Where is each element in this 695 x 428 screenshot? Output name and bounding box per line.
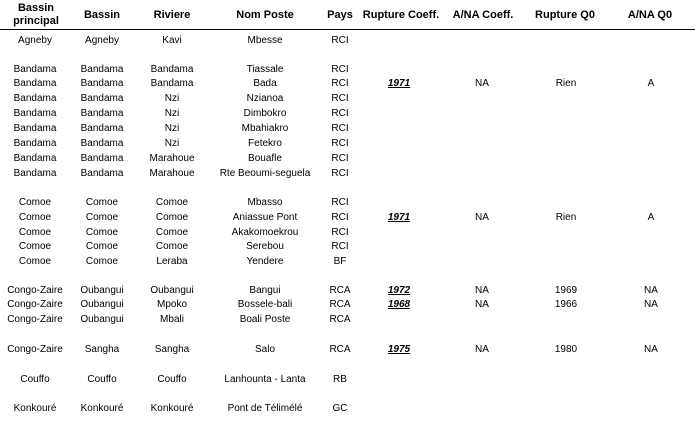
- cell-bassin: Konkouré: [80, 403, 124, 414]
- cell-riviere: Marahoue: [149, 153, 195, 164]
- cell-bassin: Bandama: [80, 153, 124, 164]
- cell-pays: RCI: [331, 123, 349, 134]
- cell-bassin: Sangha: [84, 344, 120, 355]
- cell-bassin-principal: Bandama: [13, 64, 57, 75]
- cell-nom-poste: Rte Beoumi-seguela: [219, 168, 311, 179]
- cell-nom-poste: Mbahiakro: [241, 123, 289, 134]
- cell-bassin-principal: Comoe: [18, 241, 52, 252]
- cell-bassin-principal: Bandama: [13, 108, 57, 119]
- cell-rupture-coeff: 1972: [387, 285, 411, 296]
- cell-riviere: Nzi: [164, 108, 180, 119]
- cell-rupture-q0: Rien: [555, 78, 577, 89]
- cell-nom-poste: Akakomoekrou: [231, 227, 299, 238]
- cell-rupture-coeff: 1971: [387, 212, 411, 223]
- header-rupture-q0: Rupture Q0: [535, 8, 595, 21]
- header-nom-poste: Nom Poste: [236, 8, 294, 21]
- cell-bassin: Comoe: [85, 212, 119, 223]
- cell-pays: RCI: [331, 241, 349, 252]
- cell-bassin: Bandama: [80, 138, 124, 149]
- cell-pays: RCI: [331, 78, 349, 89]
- cell-pays: RCI: [331, 227, 349, 238]
- cell-bassin-principal: Bandama: [13, 93, 57, 104]
- cell-nom-poste: Bangui: [249, 285, 281, 296]
- cell-bassin: Comoe: [85, 241, 119, 252]
- cell-bassin: Oubangui: [80, 314, 124, 325]
- cell-ana-q0: A: [647, 212, 655, 223]
- cell-ana-q0: NA: [644, 285, 658, 296]
- cell-riviere: Nzi: [164, 138, 180, 149]
- cell-bassin-principal: Comoe: [18, 227, 52, 238]
- cell-bassin: Bandama: [80, 78, 124, 89]
- header-ana-q0: A/NA Q0: [627, 8, 673, 21]
- cell-pays: RCI: [331, 168, 349, 179]
- cell-pays: RCI: [331, 212, 349, 223]
- cell-bassin-principal: Bandama: [13, 123, 57, 134]
- cell-nom-poste: Serebou: [246, 241, 284, 252]
- cell-ana-coeff: NA: [475, 212, 489, 223]
- cell-bassin-principal: Comoe: [18, 256, 52, 267]
- cell-pays: RCA: [329, 285, 351, 296]
- cell-bassin: Bandama: [80, 93, 124, 104]
- cell-rupture-coeff: 1971: [387, 78, 411, 89]
- cell-nom-poste: Mbesse: [247, 35, 283, 46]
- cell-rupture-q0: 1969: [554, 285, 578, 296]
- cell-bassin: Oubangui: [80, 299, 124, 310]
- cell-riviere: Kavi: [162, 35, 182, 46]
- header-bassin-principal: Bassin principal: [13, 2, 59, 27]
- cell-pays: RCA: [329, 344, 351, 355]
- cell-bassin-principal: Bandama: [13, 78, 57, 89]
- cell-riviere: Nzi: [164, 93, 180, 104]
- cell-bassin-principal: Couffo: [20, 374, 50, 385]
- header-bassin: Bassin: [83, 8, 121, 21]
- cell-bassin-principal: Congo-Zaire: [7, 299, 63, 310]
- cell-nom-poste: Pont de Télimélé: [227, 403, 303, 414]
- cell-riviere: Bandama: [150, 64, 194, 75]
- cell-riviere: Nzi: [164, 123, 180, 134]
- cell-riviere: Couffo: [157, 374, 187, 385]
- cell-nom-poste: Mbasso: [247, 197, 283, 208]
- cell-riviere: Comoe: [155, 227, 189, 238]
- cell-pays: RCI: [331, 93, 349, 104]
- cell-bassin: Bandama: [80, 168, 124, 179]
- cell-nom-poste: Fetekro: [248, 138, 282, 149]
- header-rule: [0, 29, 695, 30]
- cell-riviere: Oubangui: [150, 285, 194, 296]
- cell-nom-poste: Yendere: [246, 256, 284, 267]
- cell-bassin: Oubangui: [80, 285, 124, 296]
- cell-bassin-principal: Agneby: [18, 35, 52, 46]
- cell-rupture-q0: 1980: [554, 344, 578, 355]
- cell-bassin-principal: Congo-Zaire: [7, 285, 63, 296]
- cell-nom-poste: Bouafle: [248, 153, 282, 164]
- cell-riviere: Mpoko: [156, 299, 188, 310]
- cell-riviere: Comoe: [155, 197, 189, 208]
- cell-bassin: Couffo: [87, 374, 117, 385]
- cell-rupture-q0: Rien: [555, 212, 577, 223]
- cell-riviere: Comoe: [155, 241, 189, 252]
- cell-bassin: Comoe: [85, 227, 119, 238]
- cell-bassin: Bandama: [80, 64, 124, 75]
- cell-ana-coeff: NA: [475, 78, 489, 89]
- cell-bassin-principal: Congo-Zaire: [7, 314, 63, 325]
- cell-pays: RCI: [331, 64, 349, 75]
- cell-bassin: Bandama: [80, 108, 124, 119]
- cell-rupture-coeff: 1975: [387, 344, 411, 355]
- cell-bassin-principal: Bandama: [13, 138, 57, 149]
- header-ana-coeff: A/NA Coeff.: [452, 8, 514, 21]
- cell-riviere: Comoe: [155, 212, 189, 223]
- cell-ana-coeff: NA: [475, 285, 489, 296]
- cell-riviere: Leraba: [156, 256, 188, 267]
- cell-nom-poste: Dimbokro: [243, 108, 287, 119]
- cell-bassin-principal: Congo-Zaire: [7, 344, 63, 355]
- cell-riviere: Mbali: [160, 314, 184, 325]
- cell-nom-poste: Bossele-bali: [237, 299, 293, 310]
- cell-rupture-coeff: 1968: [387, 299, 411, 310]
- cell-nom-poste: Boali Poste: [239, 314, 291, 325]
- cell-nom-poste: Lanhounta - Lanta: [224, 374, 306, 385]
- cell-riviere: Sangha: [154, 344, 190, 355]
- header-pays: Pays: [327, 8, 353, 21]
- cell-ana-q0: NA: [644, 299, 658, 310]
- cell-bassin: Agneby: [85, 35, 119, 46]
- cell-bassin-principal: Comoe: [18, 212, 52, 223]
- cell-pays: RCI: [331, 153, 349, 164]
- cell-nom-poste: Bada: [253, 78, 277, 89]
- cell-bassin-principal: Bandama: [13, 153, 57, 164]
- header-riviere: Riviere: [153, 8, 191, 21]
- cell-pays: RB: [333, 374, 347, 385]
- cell-riviere: Marahoue: [149, 168, 195, 179]
- cell-pays: RCI: [331, 35, 349, 46]
- cell-bassin: Comoe: [85, 256, 119, 267]
- cell-riviere: Konkouré: [150, 403, 194, 414]
- cell-pays: RCI: [331, 138, 349, 149]
- cell-bassin-principal: Bandama: [13, 168, 57, 179]
- cell-pays: RCI: [331, 108, 349, 119]
- cell-bassin-principal: Konkouré: [13, 403, 57, 414]
- cell-pays: GC: [332, 403, 348, 414]
- cell-ana-q0: A: [647, 78, 655, 89]
- cell-ana-coeff: NA: [475, 299, 489, 310]
- cell-bassin-principal: Comoe: [18, 197, 52, 208]
- cell-riviere: Bandama: [150, 78, 194, 89]
- cell-nom-poste: Salo: [254, 344, 276, 355]
- cell-bassin: Bandama: [80, 123, 124, 134]
- cell-pays: RCI: [331, 197, 349, 208]
- cell-ana-coeff: NA: [475, 344, 489, 355]
- cell-pays: BF: [333, 256, 347, 267]
- cell-rupture-q0: 1966: [554, 299, 578, 310]
- cell-pays: RCA: [329, 314, 351, 325]
- cell-pays: RCA: [329, 299, 351, 310]
- cell-ana-q0: NA: [644, 344, 658, 355]
- cell-nom-poste: Tiassale: [246, 64, 284, 75]
- cell-bassin: Comoe: [85, 197, 119, 208]
- cell-nom-poste: Aniassue Pont: [232, 212, 298, 223]
- header-rupture-coeff: Rupture Coeff.: [362, 8, 440, 21]
- cell-nom-poste: Nzianoa: [246, 93, 284, 104]
